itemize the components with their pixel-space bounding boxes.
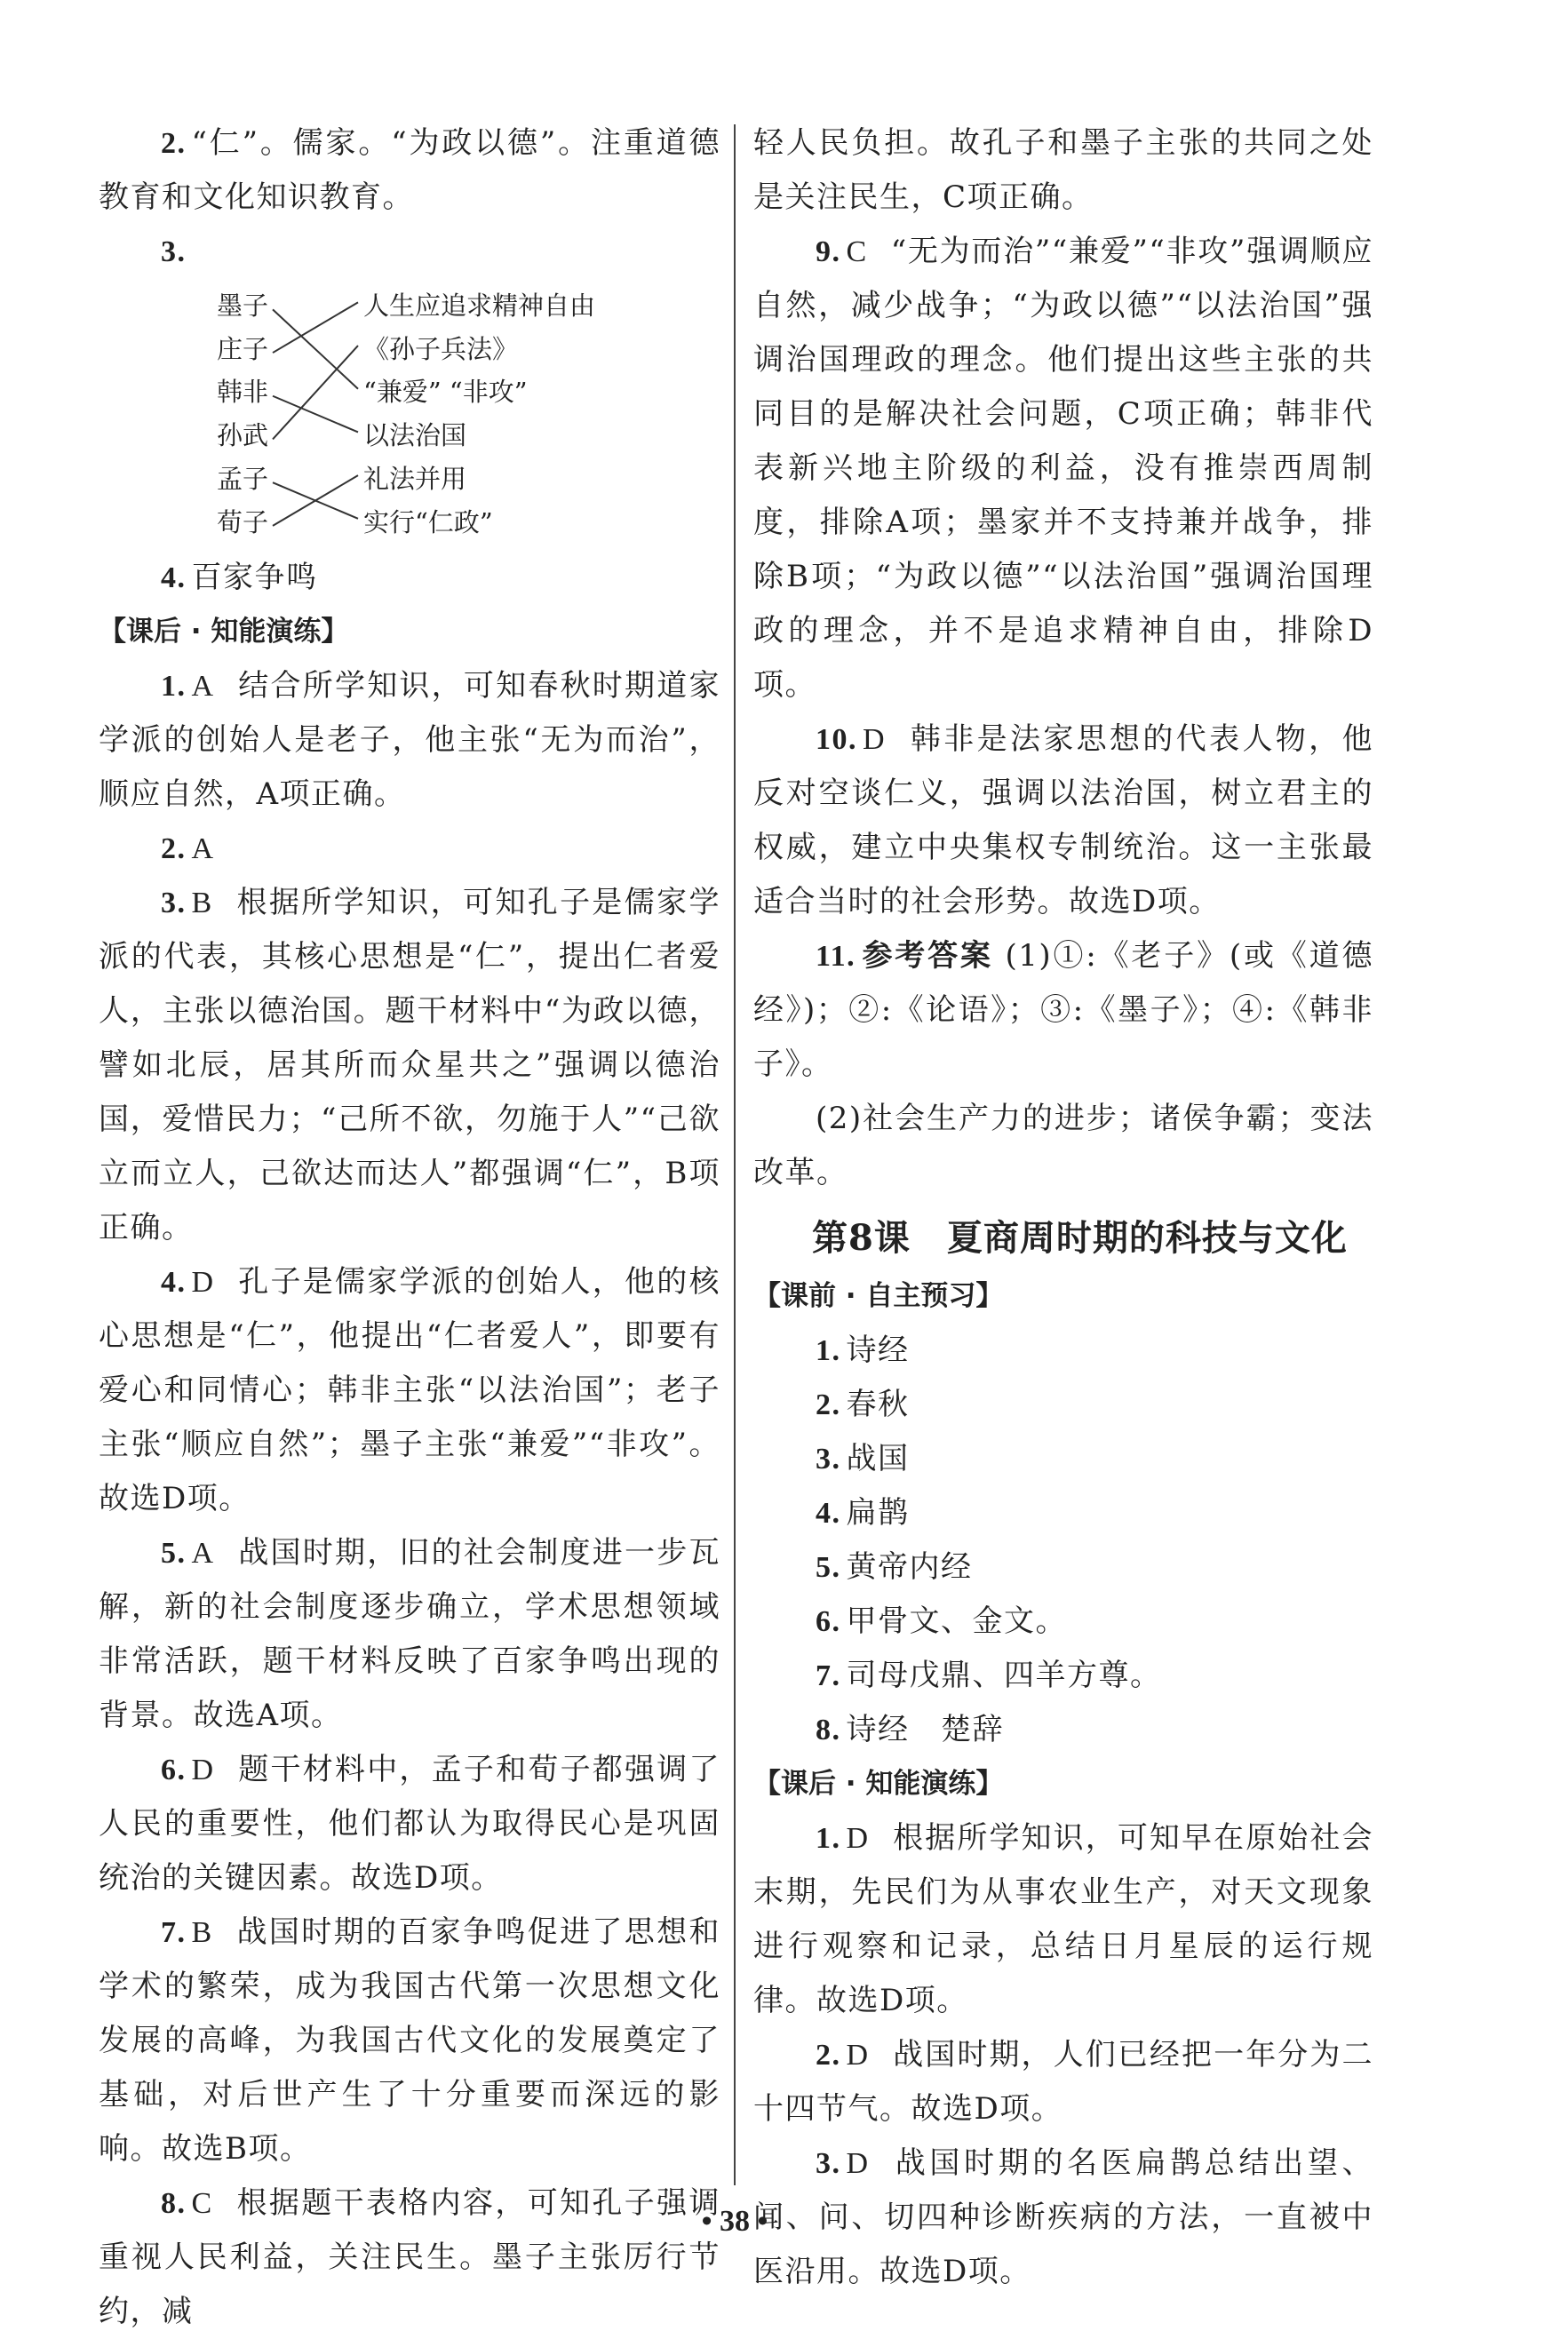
match-right-item: 以法治国 [363, 420, 467, 451]
answer-item [753, 2028, 1373, 2136]
answer-text: “无为而治”“兼爱”“非攻”强调顺应自然，减少战争；“为政以德”“以法治国”强调治国理政的理念。他们提出这些主张的共同目的是解决社会问题，C项正确；韩非代表新兴地主阶级的利益，没有推崇西周制度，排除A项；墨家并不支持兼并战争，排除B项；“为政以德”“以法治国”强调治国理政的理念，并不是追求精神自由，排除D项。 [753, 234, 1373, 703]
answer-text: 战国时期的名医扁鹊总结出望、闻、问、切四种诊断疾病的方法，一直被中医沿用。故选D项。 [753, 2145, 1373, 2289]
answer-item [99, 876, 720, 1255]
answer-text: 诗经 [846, 1333, 910, 1368]
answer-text: 结合所学知识，可知春秋时期道家学派的创始人是老子，他主张“无为而治”，顺应自然，A项正确。 [99, 668, 720, 812]
answer-item [99, 1905, 720, 2176]
match-left-item: 墨子 [217, 290, 269, 321]
answer-choice: C [191, 2187, 213, 2220]
match-line [273, 475, 358, 526]
match-left-item: 荀子 [217, 506, 269, 537]
match-line [273, 309, 358, 388]
item-number: 10. [816, 723, 857, 756]
answer-item [753, 1378, 1373, 1432]
item-number: 1. [161, 670, 187, 703]
answer-choice: A [191, 1537, 215, 1570]
answer-choice: C [846, 235, 868, 268]
match-right-item: 《孙子兵法》 [363, 333, 519, 364]
item-number: 1. [816, 1334, 841, 1367]
match-line [273, 396, 358, 433]
answer-2 [99, 116, 720, 225]
answer-choice: B [191, 1916, 213, 1949]
section-heading: 【课后 · 知能演练】 [753, 1768, 1004, 1800]
reference-answer-label: 参考答案 [861, 938, 993, 974]
answer-text: 春秋 [846, 1387, 910, 1422]
answer-choice: D [846, 2039, 870, 2072]
answer-list [99, 659, 720, 2339]
match-left-item: 韩非 [217, 377, 269, 408]
item-number: 8. [161, 2187, 187, 2220]
item-number: 2. [816, 2039, 841, 2072]
item-number: 2. [161, 127, 187, 160]
answer-item [99, 1255, 720, 1526]
match-left-item: 孟子 [217, 463, 269, 494]
answer-choice: A [191, 670, 215, 703]
page-number: • 38 • [701, 2205, 768, 2238]
answer-item [99, 1526, 720, 1743]
answer-list [753, 225, 1373, 929]
answer-text: 根据所学知识，可知早在原始社会末期，先民们为从事农业生产，对天文现象进行观察和记录，总结日月星辰的运行规律。故选D项。 [753, 1820, 1373, 2018]
answer-text: 诗经 楚辞 [846, 1712, 1004, 1747]
answer-item [753, 1811, 1373, 2028]
match-line [273, 302, 358, 353]
item-number: 11. [816, 940, 856, 973]
answer-item [753, 1324, 1373, 1378]
answer-item [99, 659, 720, 822]
match-right-item: 实行“仁政” [363, 506, 493, 537]
answer-text: 韩非是法家思想的代表人物，他反对空谈仁义，强调以法治国，树立君主的权威，建立中央集权专制统治。这一主张最适合当时的社会形势。故选D项。 [753, 721, 1373, 919]
answer-text: 孔子是儒家学派的创始人，他的核心思想是“仁”，他提出“仁者爱人”，即要有爱心和同情心；韩非主张“以法治国”；老子主张“顺应自然”；墨子主张“兼爱”“非攻”。故选D项。 [99, 1264, 720, 1516]
item-number: 2. [816, 1388, 841, 1421]
answer-item [753, 1703, 1373, 1757]
item-number: 5. [816, 1551, 841, 1584]
answer-text: 司母戊鼎、四羊方尊。 [846, 1658, 1162, 1693]
answer-4 [99, 551, 720, 605]
match-right-item: 礼法并用 [363, 463, 467, 494]
answer-item [753, 225, 1373, 712]
answer-text: 百家争鸣 [191, 560, 318, 595]
answer-choice: D [191, 1266, 215, 1299]
match-right-item: 人生应追求精神自由 [363, 290, 596, 321]
answer-text: 根据题干表格内容，可知孔子强调重视人民利益，关注民生。墨子主张厉行节约，减 [99, 2185, 720, 2329]
item-number: 9. [816, 235, 841, 268]
item-number: 7. [816, 1659, 841, 1692]
lesson-title: 第8课 夏商周时期的科技与文化 [812, 1217, 1348, 1259]
answer-choice: A [191, 832, 215, 865]
answer-item [99, 822, 720, 876]
answer-text: (1)①:《老子》(或《道德经》)；②:《论语》；③:《墨子》；④:《韩非子》。 [753, 938, 1374, 1082]
match-right-item: “兼爱” “非攻” [363, 377, 528, 408]
answer-item [99, 1743, 720, 1905]
answer-item [99, 2176, 720, 2339]
item-number: 4. [816, 1497, 841, 1530]
item-number: 6. [161, 1754, 187, 1786]
item-number: 1. [816, 1822, 841, 1855]
item-number: 5. [161, 1537, 187, 1570]
right-column [753, 116, 1373, 2299]
answer-text: 扁鹊 [846, 1495, 910, 1531]
answer-text: 黄帝内经 [846, 1549, 973, 1585]
answer-text: 根据所学知识，可知孔子是儒家学派的代表，其核心思想是“仁”，提出仁者爱人，主张以德治国。题干材料中“为政以德，譬如北辰，居其所而众星共之”强调以德治国，爱惜民力；“己所不欲，勿施于人”“己欲立而立人，己欲达而达人”都强调“仁”，B项正确。 [99, 885, 720, 1245]
answer-text: 甲骨文、金文。 [846, 1603, 1067, 1639]
matching-diagram [99, 284, 720, 544]
item-number: 7. [161, 1916, 187, 1949]
answer-item [753, 1486, 1373, 1540]
item-number: 3. [161, 235, 187, 268]
item-number: 3. [161, 887, 187, 919]
item-number: 8. [816, 1714, 841, 1746]
answer-item [753, 1649, 1373, 1703]
answer-choice: D [191, 1754, 215, 1786]
match-left-item: 孙武 [217, 420, 269, 451]
answer-item [753, 1595, 1373, 1649]
answer-8-continued: 轻人民负担。故孔子和墨子主张的共同之处是关注民生，C项正确。 [753, 125, 1373, 215]
answer-text: 战国时期，人们已经把一年分为二十四节气。故选D项。 [753, 2037, 1373, 2127]
answer-choice: B [191, 887, 213, 919]
answer-11-part2: (2)社会生产力的进步；诸侯争霸；变法改革。 [753, 1101, 1373, 1190]
answer-choice: D [846, 1822, 870, 1855]
section-heading: 【课后 · 知能演练】 [99, 616, 349, 648]
item-number: 4. [161, 1266, 187, 1299]
answer-text: “仁”。儒家。“为政以德”。注重道德教育和文化知识教育。 [99, 125, 720, 215]
match-lines [99, 284, 632, 551]
match-line [273, 346, 358, 439]
left-column [99, 116, 720, 2339]
answer-text: 题干材料中，孟子和荀子都强调了人民的重要性，他们都认为取得民心是巩固统治的关键因素。故选D项。 [99, 1752, 720, 1896]
answer-item [753, 1540, 1373, 1595]
item-number: 3. [816, 1443, 841, 1476]
answer-item [753, 712, 1373, 929]
answer-item [753, 1432, 1373, 1486]
match-left-item: 庄子 [217, 333, 269, 364]
item-number: 4. [161, 561, 187, 594]
answer-choice: D [846, 2147, 870, 2180]
preview-list [753, 1324, 1373, 1757]
answer-choice: D [863, 723, 887, 756]
answer-3 [99, 225, 720, 279]
item-number: 2. [161, 832, 187, 865]
answer-11 [753, 929, 1373, 1092]
answer-text: 战国时期的百家争鸣促进了思想和学术的繁荣，成为我国古代第一次思想文化发展的高峰，为我国古代文化的发展奠定了基础，对后世产生了十分重要而深远的影响。故选B项。 [99, 1914, 720, 2167]
answer-text: 战国 [846, 1441, 910, 1476]
answer-text: 战国时期，旧的社会制度进一步瓦解，新的社会制度逐步确立，学术思想领域非常活跃，题干材料反映了百家争鸣出现的背景。故选A项。 [99, 1535, 720, 1733]
section-heading: 【课前 · 自主预习】 [753, 1280, 1004, 1312]
column-divider [734, 124, 736, 2185]
item-number: 3. [816, 2147, 841, 2180]
item-number: 6. [816, 1605, 841, 1638]
